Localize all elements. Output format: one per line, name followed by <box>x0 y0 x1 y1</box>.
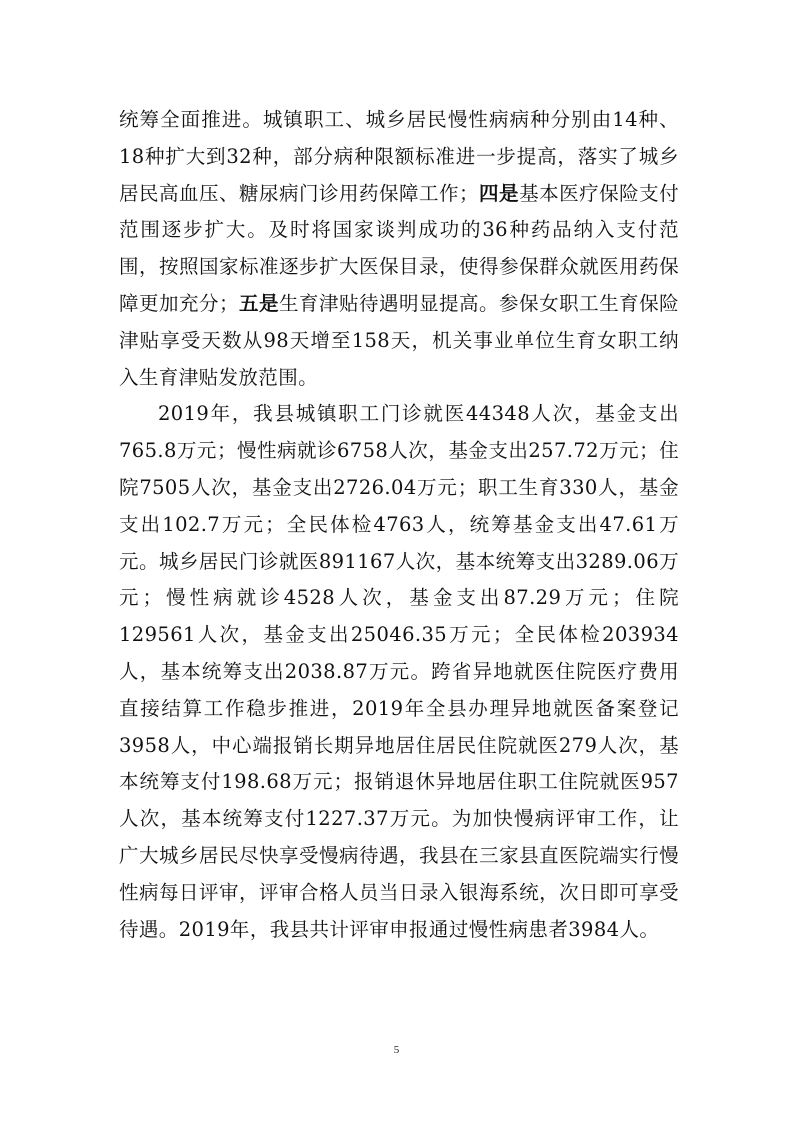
paragraph-1-bold-item-4: 四是 <box>478 181 520 205</box>
page-number: 5 <box>393 1044 400 1056</box>
paragraph-2: 2019年，我县城镇职工门诊就医44348人次，基金支出765.8万元；慢性病就诊6758人次，基金支出257.72万元；住院7505人次，基金支出2726.04万元；职工生育330人，基金支出102.7万元；全民体检4763人，统筹基金支出47.61万元。城乡居民门诊就医891167人次，基本统筹支出3289.06万元；慢性病就诊4528人次，基金支出87.29万元；住院129561人次，基金支出25046.35万元；全民体检203934人，基本统筹支出2038.87万元。跨省异地就医住院医疗费用直接结算工作稳步推进，2019年全县办理异地就医备案登记3958人，中心端报销长期异地居住居民住院就医279人次，基本统筹支付198.68万元；报销退休异地居住职工住院就医957人次，基本统筹支付1227.37万元。为加快慢病评审工作，让广大城乡居民尽快享受慢病待遇，我县在三家县直医院端实行慢性病每日评审，评审合格人员当日录入银海系统，次日即可享受待遇。2019年，我县共计评审申报通过慢性病患者3984人。 <box>119 402 679 941</box>
body-text <box>119 102 679 948</box>
paragraph-1-segment-1: 统筹全面推进。城镇职工、城乡居民慢性病病种分别由14种、18种扩大到32种，部分病种限额标准进一步提高，落实了城乡居民高血压、糖尿病门诊用药保障工作； <box>119 108 679 205</box>
paragraph-1-bold-item-5: 五是 <box>238 291 280 315</box>
paragraph-1-segment-2: 基本医疗保险支付范围逐步扩大。及时将国家谈判成功的36种药品纳入支付范围，按照国家标准逐步扩大医保目录，使得参保群众就医用药保障更加充分； <box>119 181 679 315</box>
paragraph-1 <box>119 102 679 396</box>
paragraph-1-segment-3: 生育津贴待遇明显提高。参保女职工生育保险津贴享受天数从98天增至158天，机关事业单位生育女职工纳入生育津贴发放范围。 <box>119 291 679 389</box>
